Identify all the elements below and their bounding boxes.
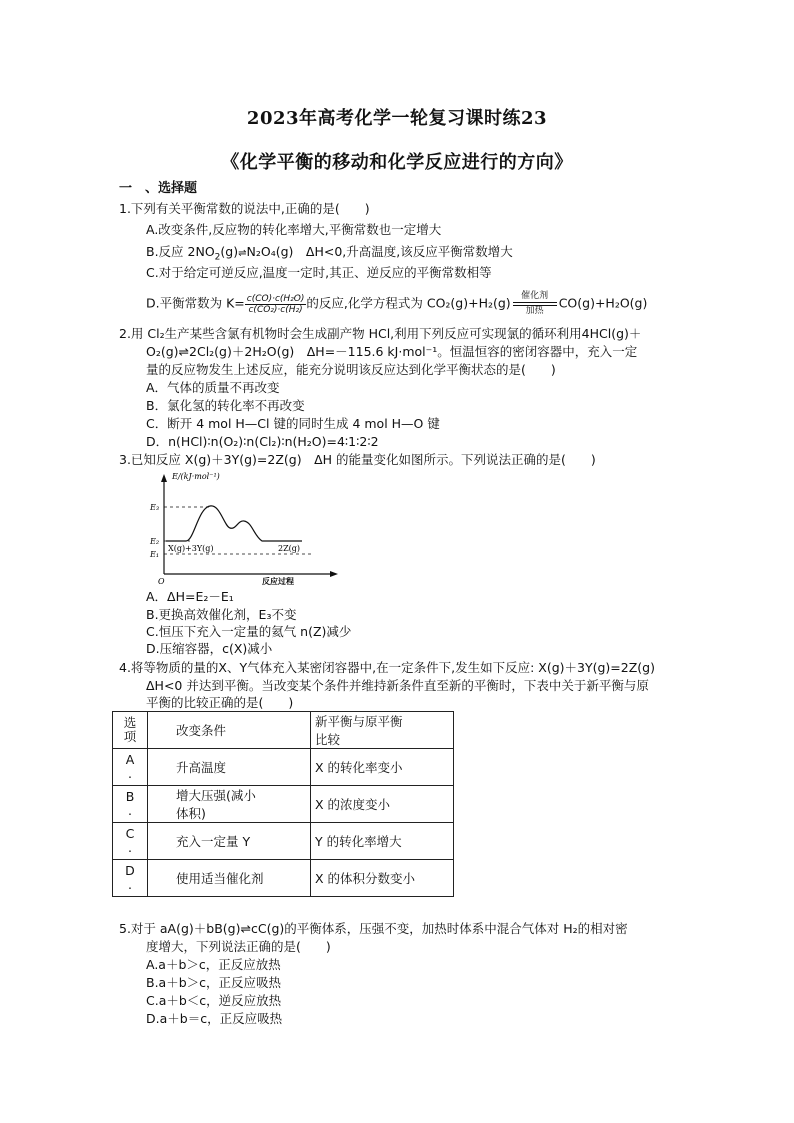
- q5-stem-line2: 度增大，下列说法正确的是( ): [146, 939, 331, 954]
- q1-option-b-product: N₂O₄: [246, 244, 276, 259]
- q1-k-numerator: c(CO)·c(H₂O): [246, 293, 305, 304]
- row-condition: 使用适当催化剂: [148, 860, 311, 897]
- row-result: Y 的转化率增大: [311, 823, 454, 860]
- q1-option-b-post: (g) ΔH<0,升高温度,该反应平衡常数增大: [275, 244, 513, 259]
- origin-label: O: [158, 577, 165, 586]
- e2-label: E₂: [150, 537, 160, 546]
- x-axis-arrow: [330, 571, 338, 577]
- row-condition: 升高温度: [148, 749, 311, 786]
- q4-stem-line1: 4.将等物质的量的X、Y气体充入某密闭容器中,在一定条件下,发生如下反应: X(g)＋3Y(g)=2Z(g): [119, 660, 655, 675]
- q3-option-d: D.压缩容器，c(X)减小: [146, 641, 273, 656]
- energy-curve: [166, 506, 302, 541]
- y-axis-label: E/(kJ·mol⁻¹): [172, 472, 220, 481]
- q5-stem-line1: 5.对于 aA(g)＋bB(g)⇌cC(g)的平衡体系，压强不变，加热时体系中混合气体对 H₂的相对密: [119, 921, 628, 936]
- q1-option-d-mid: 的反应,化学方程式为 CO₂(g)+H₂(g): [306, 295, 511, 311]
- q1-k-denominator: c(CO₂)·c(H₂): [248, 304, 303, 315]
- q5-option-a: A.a＋b＞c，正反应放热: [146, 957, 281, 972]
- q3-option-a: A．ΔH=E₂－E₁: [146, 589, 234, 604]
- q1-stem: 1.下列有关平衡常数的说法中,正确的是( ): [119, 201, 370, 216]
- q3-option-b: B.更换高效催化剂，E₃不变: [146, 607, 297, 622]
- header-condition: 改变条件: [148, 712, 311, 749]
- q1-option-b-pre: B.反应 2NO: [146, 244, 215, 259]
- q1-option-a: A.改变条件,反应物的转化率增大,平衡常数也一定增大: [146, 222, 442, 237]
- row-result: X 的体积分数变小: [311, 860, 454, 897]
- energy-profile-diagram: [142, 470, 342, 588]
- table-row: [113, 860, 454, 897]
- q4-stem-line3: 平衡的比较正确的是( ): [146, 695, 294, 710]
- q4-options-table: [112, 711, 454, 897]
- header-comparison: 新平衡与原平衡 比较: [311, 712, 454, 749]
- q2-stem-line1: 2.用 Cl₂生产某些含氯有机物时会生成副产物 HCl,利用下列反应可实现氯的循环利用4HCl(g)＋: [119, 326, 642, 341]
- row-condition: 增大压强(减小 体积): [148, 786, 311, 823]
- q2-option-b: B．氯化氢的转化率不再改变: [146, 398, 305, 413]
- q1-option-c: C.对于给定可逆反应,温度一定时,其正、逆反应的平衡常数相等: [146, 265, 492, 280]
- heat-label: 加热: [525, 306, 544, 316]
- q2-option-c: C．断开 4 mol H—Cl 键的同时生成 4 mol H—O 键: [146, 416, 440, 431]
- q2-option-d: D．n(HCl)∶n(O₂)∶n(Cl₂)∶n(H₂O)=4∶1∶2∶2: [146, 434, 379, 449]
- q2-option-a: A．气体的质量不再改变: [146, 380, 280, 395]
- table-header-row: [113, 712, 454, 749]
- row-result: X 的浓度变小: [311, 786, 454, 823]
- catalyst-label: 催化剂: [521, 291, 549, 301]
- header-option: 选 项: [113, 712, 148, 749]
- q5-option-b: B.a＋b＞c，正反应吸热: [146, 975, 282, 990]
- q3-stem: 3.已知反应 X(g)＋3Y(g)=2Z(g) ΔH 的能量变化如图所示。下列说法正确的是( ): [119, 452, 596, 467]
- row-condition: 充入一定量 Y: [148, 823, 311, 860]
- table-row: [113, 749, 454, 786]
- row-option: B .: [113, 786, 148, 823]
- document-subtitle: 《化学平衡的移动和化学反应进行的方向》: [221, 152, 573, 173]
- x-axis-label: 反应过程: [262, 576, 294, 586]
- q3-option-c: C.恒压下充入一定量的氦气 n(Z)减少: [146, 624, 352, 639]
- q1-option-b: B.反应 $2NO_2(g)\rightleftharpoons N_2O_4(g)$ ΔH<0,升高温度,该反应平衡常数增大: [146, 244, 513, 263]
- q4-stem-line2: ΔH<0 并达到平衡。当改变某个条件并维持新条件直至新的平衡时，下表中关于新平衡与原: [146, 678, 649, 693]
- q2-stem-line2: O₂(g)⇌2Cl₂(g)＋2H₂O(g) ΔH=－115.6 kJ·mol⁻¹。恒温恒容的密闭容器中，充入一定: [146, 344, 638, 359]
- row-option: C .: [113, 823, 148, 860]
- q1-option-d-post: CO(g)+H₂O(g): [558, 295, 648, 311]
- e1-label: E₁: [150, 550, 160, 559]
- q1-k-fraction: [245, 294, 307, 315]
- q5-option-d: D.a＋b＝c，正反应吸热: [146, 1011, 283, 1026]
- q5-option-c: C.a＋b＜c，逆反应放热: [146, 993, 282, 1008]
- y-axis-arrow: [161, 474, 167, 482]
- row-option: D .: [113, 860, 148, 897]
- product-label: 2Z(g): [278, 544, 301, 553]
- document-title: 2023年高考化学一轮复习课时练23: [246, 108, 548, 129]
- q1-option-d: [146, 292, 647, 316]
- catalyst-arrow: [513, 292, 557, 316]
- row-option: A .: [113, 749, 148, 786]
- e3-label: E₃: [150, 503, 160, 512]
- section-heading: 一 、选择题: [119, 181, 198, 196]
- q2-stem-line3: 量的反应物发生上述反应，能充分说明该反应达到化学平衡状态的是( ): [146, 362, 556, 377]
- reactant-label: X(g)+3Y(g): [168, 544, 214, 553]
- table-row: [113, 786, 454, 823]
- row-result: X 的转化率变小: [311, 749, 454, 786]
- table-row: [113, 823, 454, 860]
- q1-option-d-pre: D.平衡常数为 K=: [146, 295, 245, 311]
